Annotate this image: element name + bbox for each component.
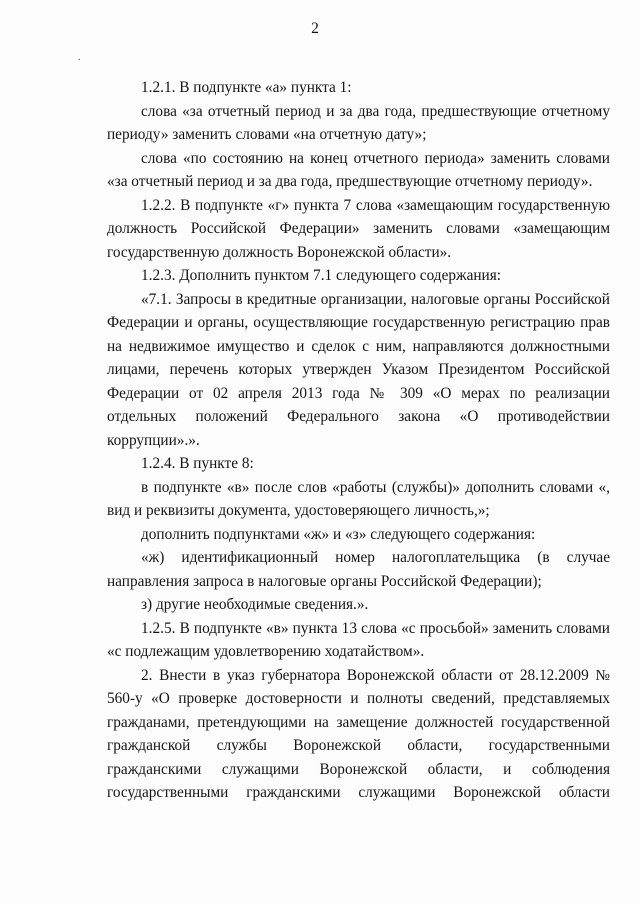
paragraph-add-subpoints: дополнить подпунктами «ж» и «з» следующего содержания: — [141, 525, 536, 543]
paragraph-subpoint-zh: «ж) идентификационный номер налогоплательщика (в случае направления запроса в налоговые органы Российской Федерации); — [107, 549, 610, 590]
paragraph-1-2-1: 1.2.1. В подпункте «а» пункта 1: — [141, 79, 352, 96]
paragraph-2: 2. Внести в указ губернатора Воронежской области от 28.12.2009 № 560-у «О проверке достоверности и полноты сведений, представляемых гражданами, претендующими на замещение должностей государственной гражданской службы Воронежской области, государственными гражданскими служащими Воронежской области, и соблюдения государственными гражданскими служащими Воронежской области — [107, 666, 610, 801]
paragraph-1-2-2: 1.2.2. В подпункте «г» пункта 7 слова «замещающим государственную должность Российской Федерации» заменить словами «замещающим государственную должность Воронежской области». — [107, 196, 610, 261]
margin-mark: . — [78, 52, 81, 63]
paragraph-words-replace-1: слова «за отчетный период и за два года, предшествующие отчетному периоду» заменить словами «на отчетную дату»; — [107, 102, 610, 143]
page-number: 2 — [311, 20, 319, 37]
paragraph-words-replace-2: слова «по состоянию на конец отчетного периода» заменить словами «за отчетный период и за два года, предшествующие отчетному периоду». — [107, 149, 610, 190]
document-body — [107, 76, 610, 805]
paragraph-1-2-5: 1.2.5. В подпункте «в» пункта 13 слова «с просьбой» заменить словами «с подлежащим удовлетворению ходатайством». — [107, 619, 610, 660]
paragraph-7-1: «7.1. Запросы в кредитные организации, налоговые органы Российской Федерации и органы, осуществляющие государственную регистрацию прав на недвижимое имущество и сделок с ним, направляются должностными лицами, перечень которых утвержден Указом Президентом Российской Федерации от 02 апреля 2013 года № 309 «О мерах по реализации отдельных положений Федерального закона «О противодействии коррупции».». — [107, 290, 610, 449]
paragraph-1-2-4: 1.2.4. В пункте 8: — [141, 455, 254, 472]
paragraph-1-2-3: 1.2.3. Дополнить пунктом 7.1 следующего содержания: — [141, 267, 502, 284]
paragraph-subpoint-z: з) другие необходимые сведения.». — [141, 596, 369, 613]
paragraph-subpoint-v: в подпункте «в» после слов «работы (службы)» дополнить словами «, вид и реквизиты документа, удостоверяющего личность,»; — [107, 478, 610, 519]
